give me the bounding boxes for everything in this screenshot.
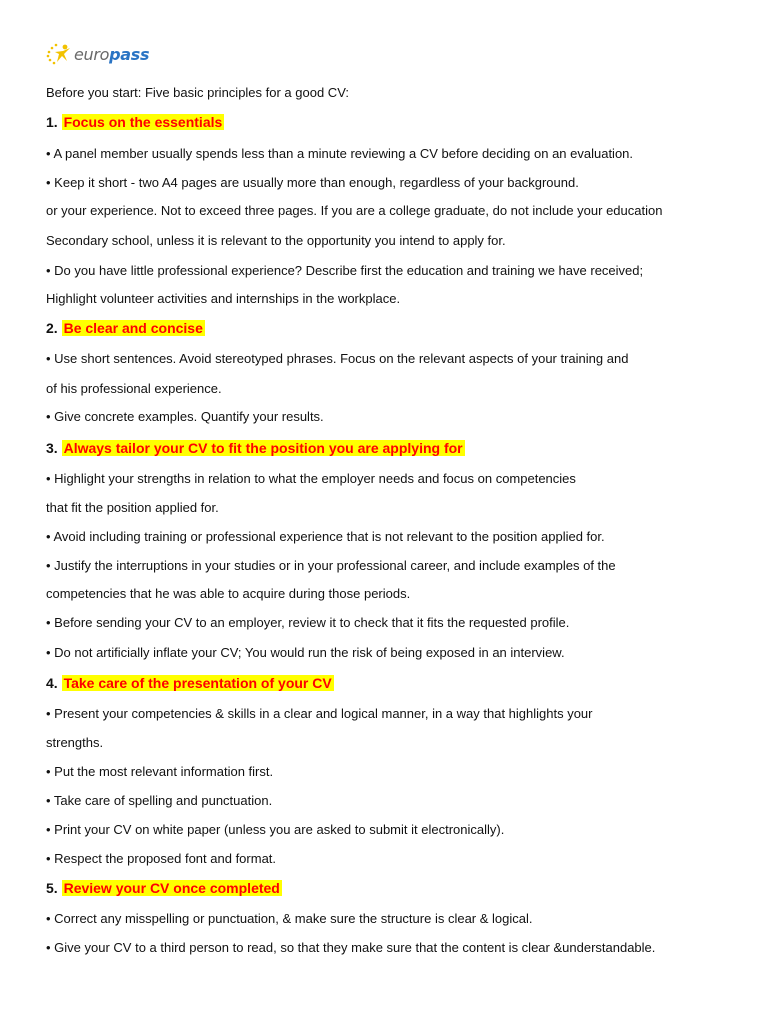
section-5-heading	[46, 878, 282, 898]
section-1-line: Highlight volunteer activities and internships in the workplace.	[46, 291, 401, 306]
section-3-line: • Justify the interruptions in your studies or in your professional career, and include examples of the	[46, 558, 616, 573]
section-3-line: • Highlight your strengths in relation to what the employer needs and focus on competencies	[46, 471, 576, 486]
section-4-line: strengths.	[46, 735, 104, 750]
section-number: 2.	[46, 320, 58, 336]
section-2-line: • Use short sentences. Avoid stereotyped phrases. Focus on the relevant aspects of your training and	[46, 351, 629, 366]
section-number: 3.	[46, 440, 58, 456]
section-number: 1.	[46, 114, 58, 130]
section-3-line: • Before sending your CV to an employer, review it to check that it fits the requested profile.	[46, 615, 570, 630]
section-1-line: • Keep it short - two A4 pages are usually more than enough, regardless of your background.	[46, 175, 579, 190]
section-2-heading	[46, 318, 205, 338]
section-number: 5.	[46, 880, 58, 896]
section-3-line: • Avoid including training or professional experience that is not relevant to the position applied for.	[46, 529, 605, 544]
section-4-line: • Take care of spelling and punctuation.	[46, 793, 273, 808]
europass-logo	[46, 40, 149, 68]
section-5-line: • Correct any misspelling or punctuation, & make sure the structure is clear & logical.	[46, 911, 533, 926]
intro-text: Before you start: Five basic principles for a good CV:	[46, 85, 349, 100]
section-4-line: • Present your competencies & skills in a clear and logical manner, in a way that highlights your	[46, 706, 593, 721]
section-title: Review your CV once completed	[63, 880, 280, 896]
section-1-heading	[46, 112, 224, 132]
section-4-line: • Respect the proposed font and format.	[46, 851, 277, 866]
section-1-line: • A panel member usually spends less than a minute reviewing a CV before deciding on an evaluation.	[46, 146, 634, 161]
section-2-line: of his professional experience.	[46, 381, 222, 396]
section-1-line: • Do you have little professional experience? Describe first the education and training we have received;	[46, 263, 644, 278]
section-4-line: • Print your CV on white paper (unless you are asked to submit it electronically).	[46, 822, 505, 837]
section-4-line: • Put the most relevant information first.	[46, 764, 274, 779]
section-1-line: Secondary school, unless it is relevant to the opportunity you intend to apply for.	[46, 233, 506, 248]
section-3-line: • Do not artificially inflate your CV; You would run the risk of being exposed in an interview.	[46, 645, 565, 660]
section-title: Take care of the presentation of your CV	[63, 675, 332, 691]
europass-figure-icon	[46, 42, 72, 66]
section-4-heading	[46, 673, 334, 693]
section-number: 4.	[46, 675, 58, 691]
section-5-line: • Give your CV to a third person to read, so that they make sure that the content is clear &understandable.	[46, 940, 656, 955]
section-1-line: or your experience. Not to exceed three pages. If you are a college graduate, do not include your education	[46, 203, 663, 218]
section-title: Be clear and concise	[63, 320, 203, 336]
section-title: Always tailor your CV to fit the position you are applying for	[63, 440, 463, 456]
section-2-line: • Give concrete examples. Quantify your results.	[46, 409, 324, 424]
section-3-heading	[46, 438, 465, 458]
section-3-line: that fit the position applied for.	[46, 500, 219, 515]
section-3-line: competencies that he was able to acquire during those periods.	[46, 586, 411, 601]
europass-logo-text: europass	[74, 44, 150, 64]
section-title: Focus on the essentials	[63, 114, 223, 130]
